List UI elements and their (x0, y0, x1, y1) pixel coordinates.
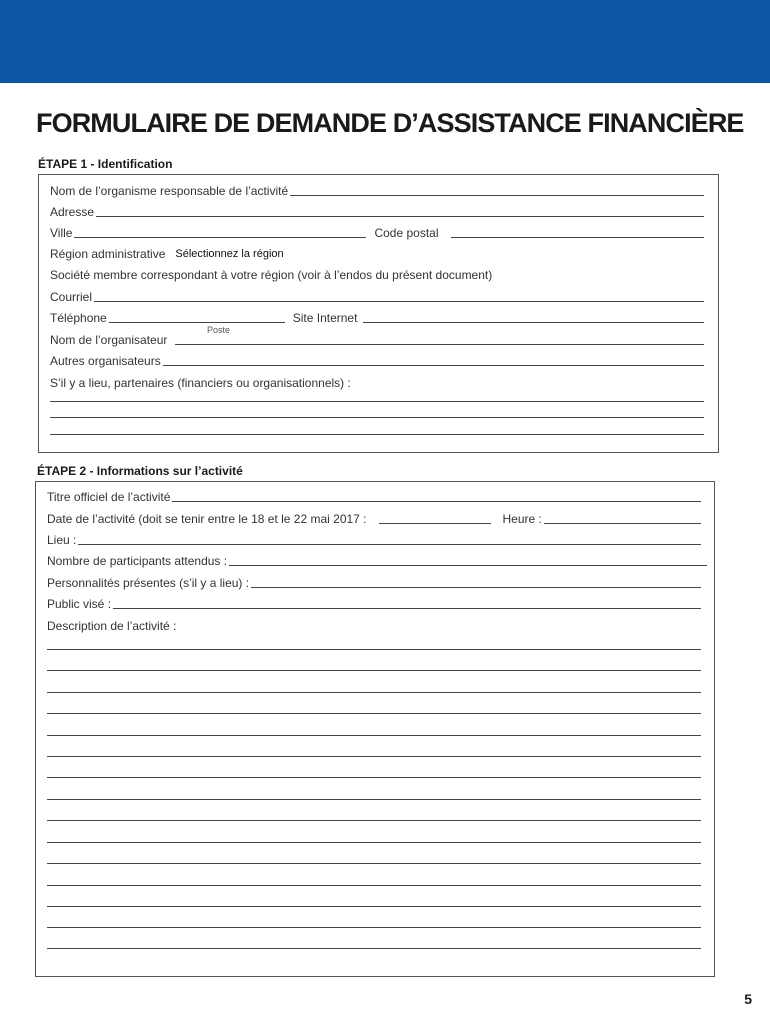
email-input-line[interactable] (94, 300, 704, 302)
description-line[interactable] (47, 885, 701, 886)
official-title-label: Titre officiel de l’activité (47, 490, 171, 504)
place-label: Lieu : (47, 533, 77, 547)
time-label: Heure : (502, 512, 542, 526)
header-band (0, 0, 770, 83)
org-field[interactable] (50, 182, 704, 198)
date-label: Date de l’activité (doit se tenir entre le 18 et le 22 mai 2017 : (47, 512, 367, 526)
website-input-line[interactable] (363, 321, 704, 323)
address-input-line[interactable] (96, 215, 704, 217)
city-input-line[interactable] (74, 236, 366, 238)
personalities-field[interactable] (47, 574, 701, 590)
organizer-field[interactable] (50, 331, 704, 347)
step2-heading: ÉTAPE 2 - Informations sur l’activité (37, 464, 243, 478)
step1-heading: ÉTAPE 1 - Identification (38, 157, 173, 171)
postal-input-line[interactable] (451, 236, 704, 238)
personalities-label: Personnalités présentes (s’il y a lieu) : (47, 576, 250, 590)
place-input-line[interactable] (78, 543, 701, 545)
phone-extension-label: Poste (207, 325, 231, 335)
address-label: Adresse (50, 205, 95, 219)
member-society-row (50, 266, 704, 282)
participants-field[interactable] (47, 552, 707, 568)
email-label: Courriel (50, 290, 93, 304)
description-line[interactable] (47, 927, 701, 928)
audience-input-line[interactable] (113, 607, 701, 609)
partners-label: S’il y a lieu, partenaires (financiers ou organisationnels) : (50, 376, 351, 390)
description-line[interactable] (47, 756, 701, 757)
phone-website-field[interactable] (50, 309, 704, 325)
official-title-field[interactable] (47, 488, 701, 504)
postal-label: Code postal (374, 226, 439, 240)
description-line[interactable] (47, 713, 701, 714)
org-label: Nom de l’organisme responsable de l’activité (50, 184, 289, 198)
website-label: Site Internet (292, 311, 358, 325)
partners-line-1[interactable] (50, 401, 704, 402)
region-field[interactable] (50, 245, 704, 261)
organizer-label: Nom de l’organisateur (50, 333, 168, 347)
phone-input-line[interactable] (109, 321, 285, 323)
page-title: FORMULAIRE DE DEMANDE D’ASSISTANCE FINANCIÈRE (36, 108, 744, 138)
description-line[interactable] (47, 799, 701, 800)
partners-row (50, 374, 704, 390)
description-line[interactable] (47, 948, 701, 949)
audience-label: Public visé : (47, 597, 112, 611)
description-line[interactable] (47, 777, 701, 778)
city-postal-field[interactable] (50, 224, 704, 240)
member-label: Société membre correspondant à votre région (voir à l’endos du présent document) (50, 268, 493, 282)
personalities-input-line[interactable] (251, 586, 701, 588)
description-line[interactable] (47, 735, 701, 736)
description-line[interactable] (47, 906, 701, 907)
description-label: Description de l’activité : (47, 619, 177, 633)
date-input-line[interactable] (379, 522, 491, 524)
region-label: Région administrative (50, 247, 166, 261)
organizer-input-line[interactable] (175, 343, 704, 345)
phone-label: Téléphone (50, 311, 107, 325)
date-time-field[interactable] (47, 510, 701, 526)
partners-line-3[interactable] (50, 434, 704, 435)
place-field[interactable] (47, 531, 701, 547)
description-line[interactable] (47, 649, 701, 650)
other-organizers-field[interactable] (50, 352, 704, 368)
email-field[interactable] (50, 288, 704, 304)
city-label: Ville (50, 226, 73, 240)
description-line[interactable] (47, 820, 701, 821)
other-organizers-label: Autres organisateurs (50, 354, 161, 368)
region-select[interactable]: Sélectionnez la région (175, 248, 284, 260)
address-field[interactable] (50, 203, 704, 219)
official-title-input-line[interactable] (172, 500, 701, 502)
audience-field[interactable] (47, 595, 701, 611)
page-number: 5 (744, 991, 752, 1007)
description-row (47, 617, 701, 633)
participants-input-line[interactable] (229, 564, 707, 566)
description-line[interactable] (47, 842, 701, 843)
time-input-line[interactable] (544, 522, 701, 524)
other-organizers-input-line[interactable] (163, 364, 704, 366)
org-input-line[interactable] (290, 194, 704, 196)
partners-line-2[interactable] (50, 417, 704, 418)
description-line[interactable] (47, 692, 701, 693)
description-line[interactable] (47, 863, 701, 864)
description-line[interactable] (47, 670, 701, 671)
participants-label: Nombre de participants attendus : (47, 554, 228, 568)
